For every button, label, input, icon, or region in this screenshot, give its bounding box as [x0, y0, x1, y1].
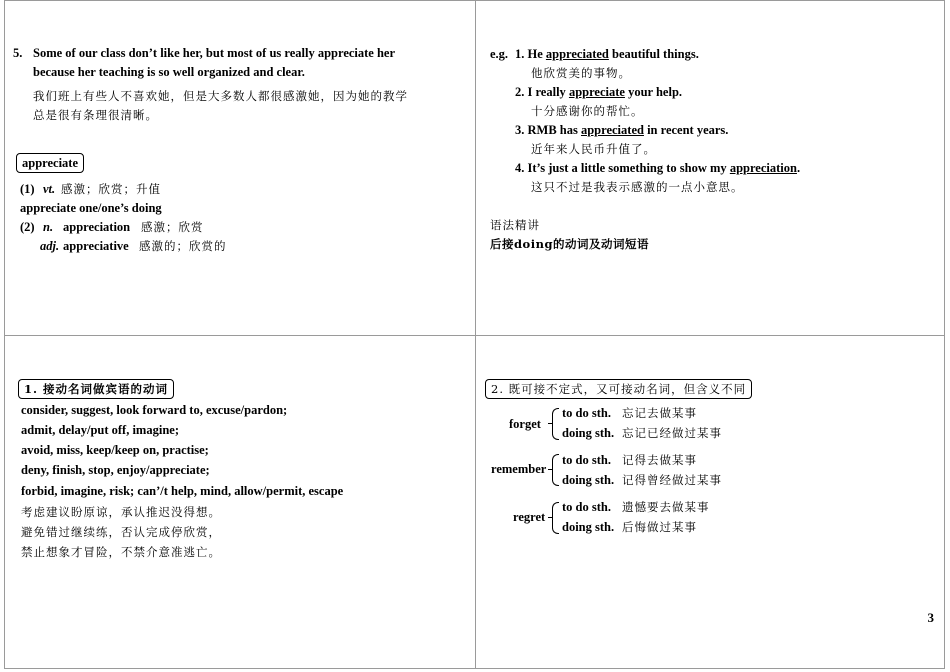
- remember-doing-meaning: 记得曾经做过某事: [622, 473, 722, 487]
- example-3-keyword: appreciated: [580, 123, 644, 137]
- section-title-box: 1. 接动名词做宾语的动词: [18, 379, 174, 399]
- translation-line-1: 我们班上有些人不喜欢她，但是大多数人都很感激她，因为她的教学: [33, 89, 408, 103]
- verb-list-line-1: consider, suggest, look forward to, excuse/pardon;: [21, 403, 288, 417]
- slide-panel-infinitive-vs-gerund: [475, 335, 945, 669]
- slide-panel-gerund-verbs: [4, 335, 476, 669]
- example-2: 2. I really appreciate your help.: [515, 85, 683, 99]
- mnemonic-line-1: 考虑建议盼原谅，承认推迟没得想。: [21, 505, 221, 519]
- verb-list-line-3: avoid, miss, keep/keep on, practise;: [21, 443, 209, 457]
- regret-to-do: to do sth.: [562, 500, 611, 514]
- mnemonic-line-3: 禁止想象才冒险，不禁介意准逃亡。: [21, 545, 221, 559]
- verb-forget: forget: [509, 417, 541, 431]
- verb-list-line-2: admit, delay/put off, imagine;: [21, 423, 179, 437]
- brace-remember: [552, 454, 559, 486]
- definition-3-pos: adj.: [40, 239, 60, 253]
- definition-1-meaning: 感激；欣赏；升值: [61, 182, 161, 196]
- verb-remember: remember: [491, 462, 547, 476]
- definition-2-pos: n.: [43, 220, 54, 234]
- usage-phrase: appreciate one/one’s doing: [20, 201, 162, 215]
- verb-list-line-5: forbid, imagine, risk; can’/t help, mind, allow/permit, escape: [21, 484, 344, 498]
- definition-1-number: (1): [20, 182, 35, 196]
- definition-1-pos: vt.: [43, 182, 56, 196]
- grammar-section-title: 语法精讲: [490, 218, 540, 232]
- example-3-translation: 近年来人民币升值了。: [531, 142, 656, 156]
- slide-panel-examples: [475, 0, 945, 336]
- definition-2-meaning: 感激；欣赏: [141, 220, 204, 234]
- example-3: 3. RMB has appreciated in recent years.: [515, 123, 729, 137]
- brace-regret: [552, 502, 559, 534]
- forget-to-do: to do sth.: [562, 406, 611, 420]
- eg-label: e.g.: [490, 47, 509, 61]
- example-4-keyword: appreciation: [729, 161, 797, 175]
- definition-2-number: (2): [20, 220, 35, 234]
- forget-to-do-meaning: 忘记去做某事: [622, 406, 697, 420]
- verb-regret: regret: [513, 510, 546, 524]
- example-4: 4. It’s just a little something to show my appreciation.: [515, 161, 801, 175]
- example-2-translation: 十分感谢你的帮忙。: [531, 104, 644, 118]
- regret-doing: doing sth.: [562, 520, 615, 534]
- example-2-keyword: appreciate: [568, 85, 625, 99]
- regret-doing-meaning: 后悔做过某事: [622, 520, 697, 534]
- example-sentence-line-1: Some of our class don’t like her, but most of us really appreciate her: [33, 46, 396, 60]
- slide-panel-appreciate: [4, 0, 476, 336]
- definition-3-meaning: 感激的；欣赏的: [139, 239, 227, 253]
- definition-2-word: appreciation: [63, 220, 131, 234]
- example-4-translation: 这只不过是我表示感激的一点小意思。: [531, 180, 744, 194]
- remember-doing: doing sth.: [562, 473, 615, 487]
- remember-to-do: to do sth.: [562, 453, 611, 467]
- brace-forget: [552, 408, 559, 440]
- forget-doing-meaning: 忘记已经做过某事: [622, 426, 722, 440]
- section-title-box: 2. 既可接不定式，又可接动名词，但含义不同: [485, 379, 752, 399]
- regret-to-do-meaning: 遗憾要去做某事: [622, 500, 710, 514]
- example-1-keyword: appreciated: [545, 47, 609, 61]
- grammar-note: 后接doing的动词及动词短语: [490, 237, 649, 251]
- vocab-word-box: appreciate: [16, 153, 84, 173]
- example-1: 1. He appreciated beautiful things.: [515, 47, 699, 61]
- forget-doing: doing sth.: [562, 426, 615, 440]
- sentence-number: 5.: [13, 46, 23, 60]
- translation-line-2: 总是很有条理很清晰。: [33, 108, 158, 122]
- verb-list-line-4: deny, finish, stop, enjoy/appreciate;: [21, 463, 210, 477]
- definition-3-word: appreciative: [63, 239, 129, 253]
- example-sentence-line-2: because her teaching is so well organized and clear.: [33, 65, 305, 79]
- example-1-translation: 他欣赏美的事物。: [531, 66, 631, 80]
- remember-to-do-meaning: 记得去做某事: [622, 453, 697, 467]
- page-number: 3: [927, 610, 934, 625]
- mnemonic-line-2: 避免错过继续练，否认完成停欣赏，: [21, 525, 221, 539]
